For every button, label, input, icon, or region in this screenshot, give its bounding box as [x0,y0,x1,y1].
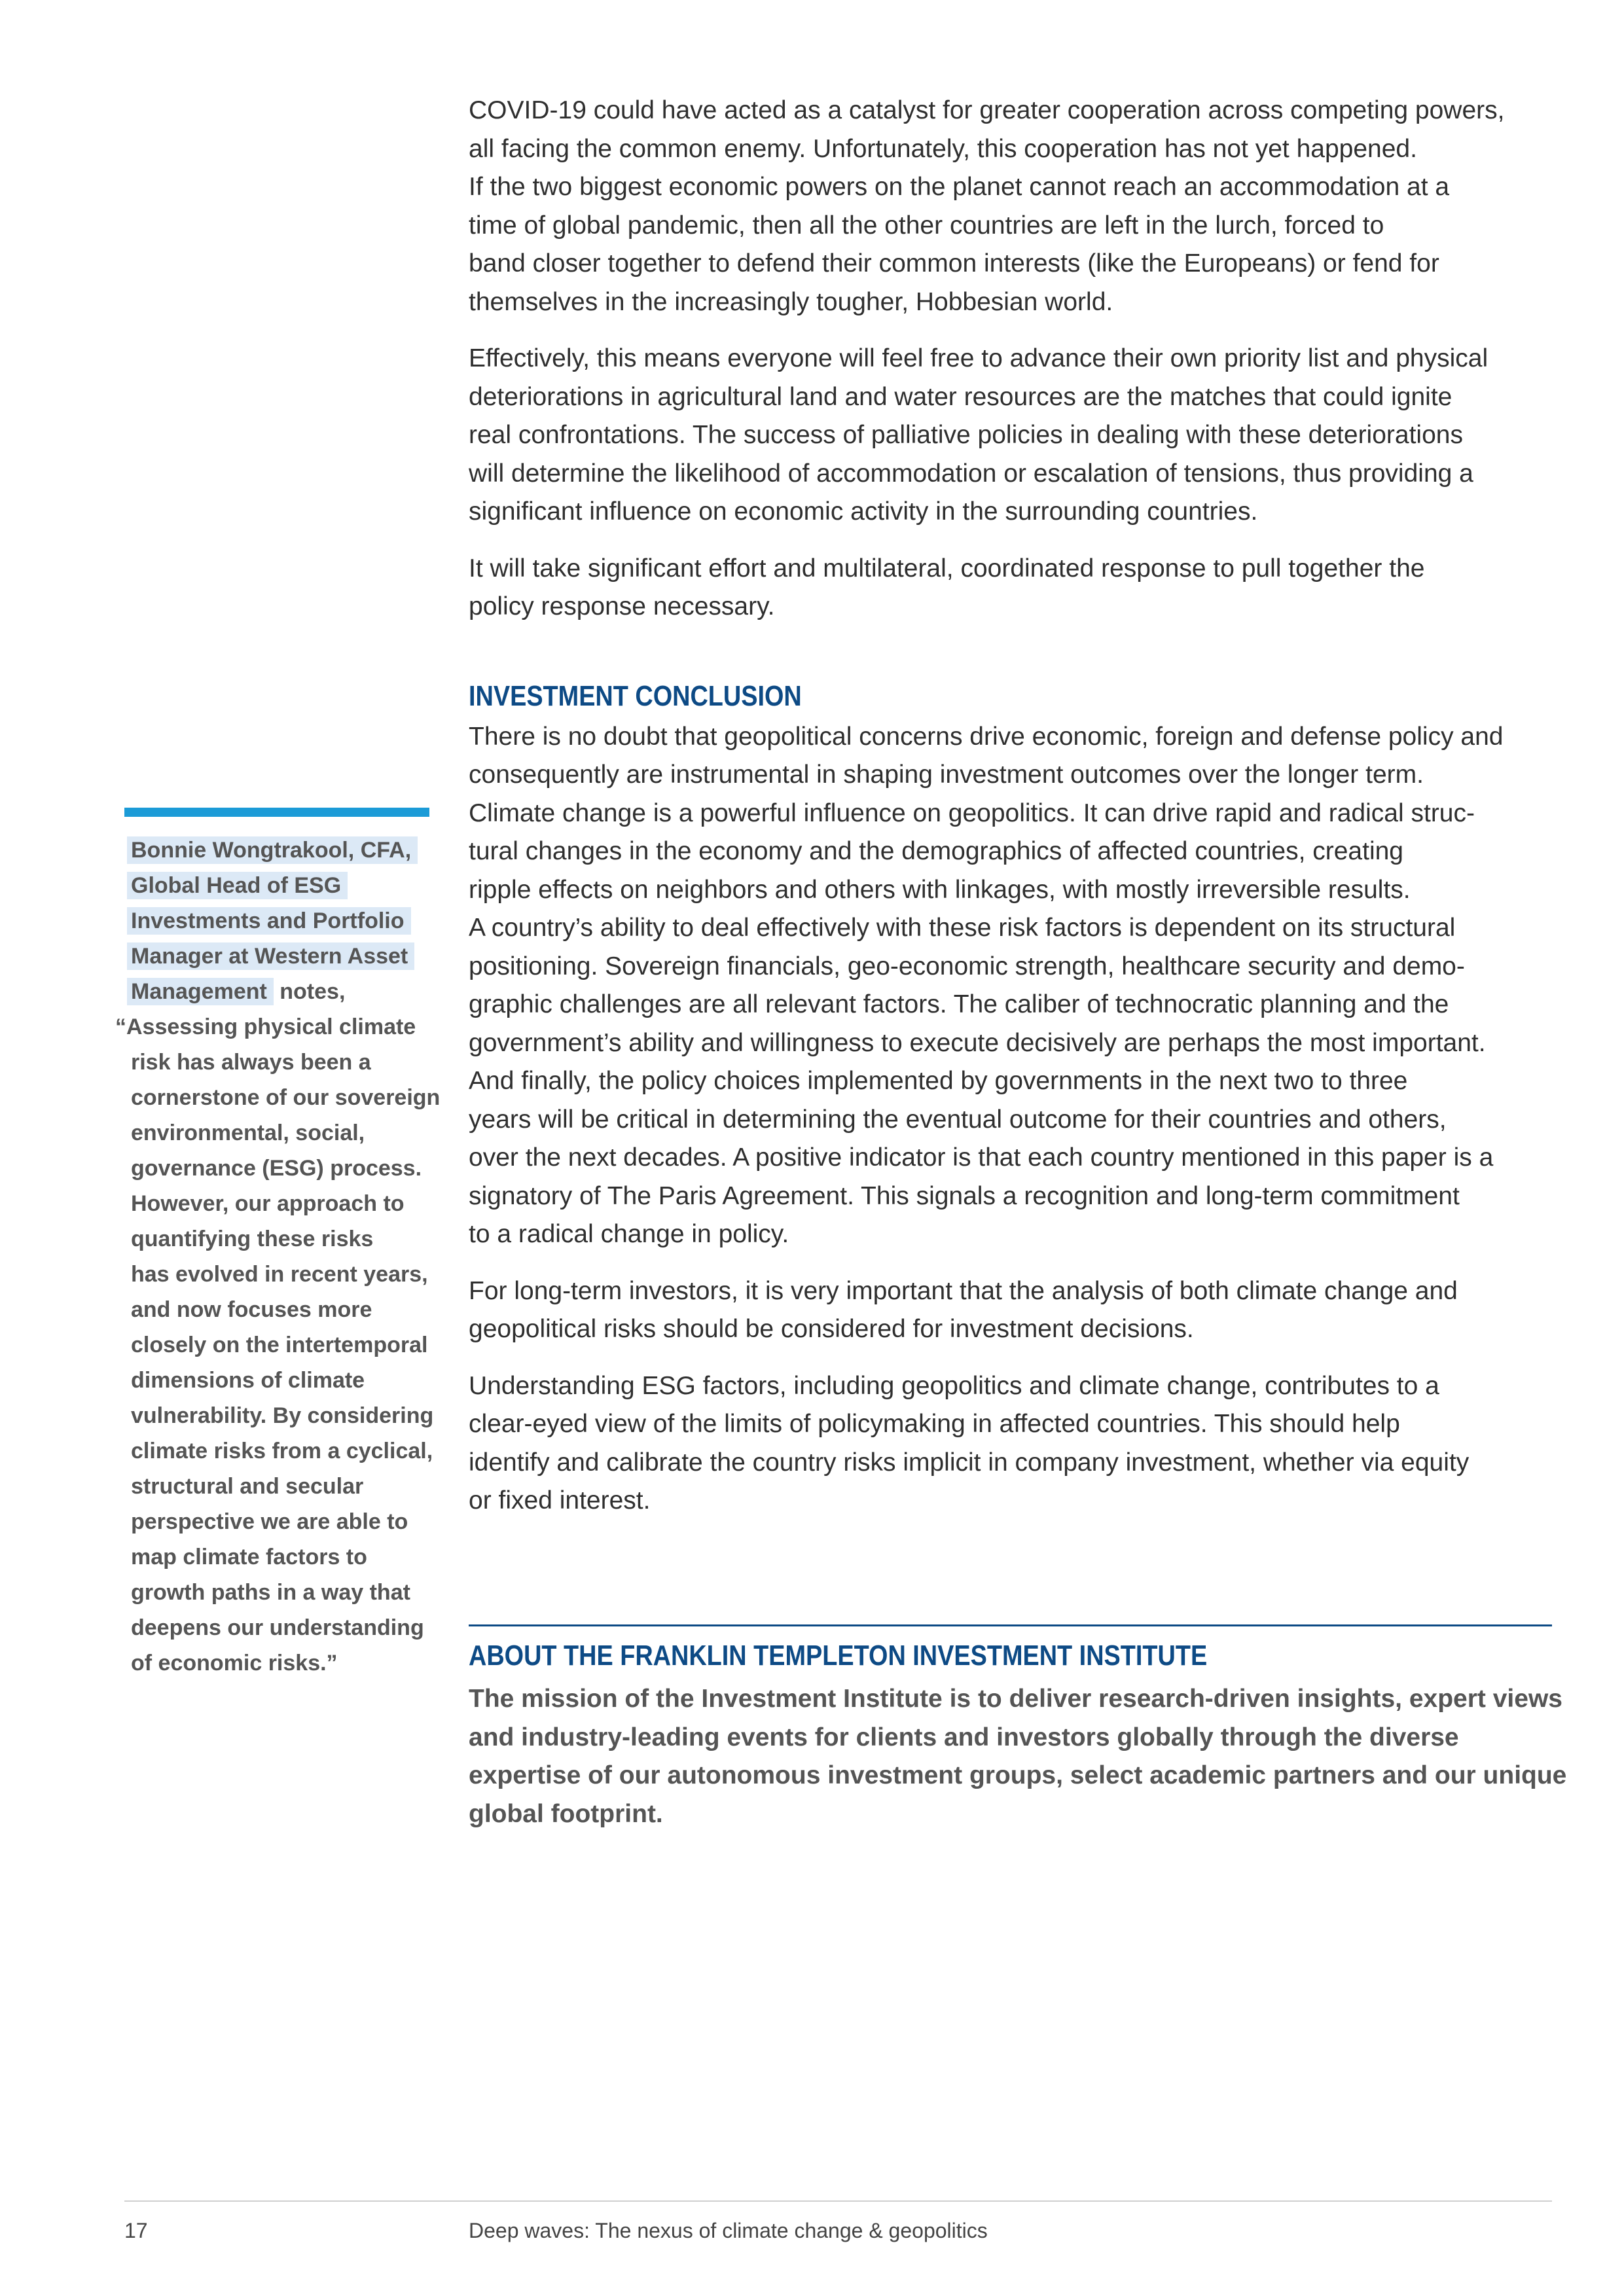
text-line: real confrontations. The success of palliative policies in dealing with these deteriorations [469,421,1463,449]
quote-line: governance (ESG) process. [131,1156,422,1181]
attribution-line: Management notes, [115,974,436,1009]
paragraph [469,550,1555,626]
text-line: all facing the common enemy. Unfortunately, this cooperation has not yet happened. [469,134,1417,163]
quote-line: climate risks from a cyclical, [131,1439,433,1463]
attribution-line: Bonnie Wongtrakool, CFA, [115,833,436,868]
text-line: expertise of our autonomous investment groups, select academic partners and our unique [469,1761,1567,1789]
text-line: positioning. Sovereign financials, geo-economic strength, healthcare security and demo- [469,952,1465,980]
paragraph [469,92,1555,321]
attribution-line: Global Head of ESG [115,868,436,903]
quote-line: and now focuses more [131,1297,372,1322]
text-line: There is no doubt that geopolitical concerns drive economic, foreign and defense policy and [469,722,1504,751]
footer-divider [124,2200,1552,2202]
section-heading: INVESTMENT CONCLUSION [469,679,802,712]
text-line: The mission of the Investment Institute is to deliver research-driven insights, expert views [469,1685,1562,1713]
intro-section [469,92,1555,626]
text-line: tural changes in the economy and the demographics of affected countries, creating [469,837,1403,865]
text-line: years will be critical in determining the eventual outcome for their countries and others, [469,1105,1447,1134]
text-line: It will take significant effort and multilateral, coordinated response to pull together the [469,554,1425,583]
text-line: And finally, the policy choices implemented by governments in the next two to three [469,1067,1408,1095]
text-line: or fixed interest. [469,1486,651,1515]
paragraph [469,1680,1567,1833]
text-line: COVID-19 could have acted as a catalyst for greater cooperation across competing powers, [469,96,1505,124]
section-heading: ABOUT THE FRANKLIN TEMPLETON INVESTMENT INSTITUTE [469,1640,1208,1672]
text-line: signatory of The Paris Agreement. This signals a recognition and long-term commitment [469,1181,1460,1210]
paragraph [469,1367,1555,1520]
text-line: and industry-leading events for clients and investors globally through the diverse [469,1723,1459,1751]
text-line: policy response necessary. [469,592,775,620]
text-line: identify and calibrate the country risks implicit in company investment, whether via equity [469,1448,1470,1477]
paragraph [469,340,1555,531]
quote-line: dimensions of climate [131,1368,365,1393]
text-line: to a radical change in policy. [469,1220,789,1248]
text-line: time of global pandemic, then all the other countries are left in the lurch, forced to [469,211,1384,240]
text-line: consequently are instrumental in shaping investment outcomes over the longer term. [469,761,1424,789]
quote-line: perspective we are able to [131,1509,408,1534]
text-line: band closer together to defend their common interests (like the Europeans) or fend for [469,249,1439,278]
quote-line: cornerstone of our sovereign [131,1085,441,1110]
page-number: 17 [124,2219,148,2242]
quote-line: growth paths in a way that [131,1580,410,1605]
main-column [469,92,1555,1539]
paragraph [469,718,1555,1254]
quote-line: vulnerability. By considering [131,1403,434,1428]
text-line: clear-eyed view of the limits of policymaking in affected countries. This should help [469,1410,1400,1438]
quote-line: structural and secular [131,1474,364,1499]
paragraph [469,1272,1555,1349]
quote-line: has evolved in recent years, [131,1262,428,1287]
sidebar-accent-bar [124,808,429,817]
attribution-line: Manager at Western Asset [115,939,436,974]
quote-line: environmental, social, [131,1121,365,1145]
investment-conclusion-section [469,677,1555,1520]
text-line: ripple effects on neighbors and others with linkages, with mostly irreversible results. [469,875,1411,904]
quote-line: risk has always been a [131,1050,371,1075]
about-section [469,1637,1567,1852]
quote-line: quantifying these risks [131,1227,374,1251]
text-line: significant influence on economic activity in the surrounding countries. [469,497,1258,526]
quote-line: deepens our understanding [131,1615,424,1640]
quote-line: “Assessing physical climate [115,1014,416,1039]
text-line: Climate change is a powerful influence on geopolitics. It can drive rapid and radical struc- [469,798,1475,827]
about-divider [469,1624,1552,1626]
text-line: A country’s ability to deal effectively with these risk factors is dependent on its structural [469,914,1456,942]
text-line: global footprint. [469,1799,663,1828]
text-line: themselves in the increasingly tougher, Hobbesian world. [469,287,1113,316]
text-line: government’s ability and willingness to execute decisively are perhaps the most important. [469,1028,1486,1057]
text-line: graphic challenges are all relevant factors. The caliber of technocratic planning and the [469,990,1449,1018]
text-line: will determine the likelihood of accommodation or escalation of tensions, thus providing a [469,459,1473,488]
attribution-line: Investments and Portfolio [115,903,436,939]
quote-line: map climate factors to [131,1545,367,1570]
text-line: geopolitical risks should be considered for investment decisions. [469,1315,1194,1343]
text-line: Understanding ESG factors, including geopolitics and climate change, contributes to a [469,1371,1439,1400]
footer-title: Deep waves: The nexus of climate change & geopolitics [469,2219,988,2242]
text-line: If the two biggest economic powers on the planet cannot reach an accommodation at a [469,173,1450,201]
quote-line: closely on the intertemporal [131,1333,428,1357]
quote-line: of economic risks.” [131,1651,338,1676]
text-line: For long-term investors, it is very important that the analysis of both climate change and [469,1276,1458,1305]
sidebar-quote [115,833,441,1681]
text-line: over the next decades. A positive indicator is that each country mentioned in this paper is a [469,1143,1494,1172]
text-line: Effectively, this means everyone will feel free to advance their own priority list and physical [469,344,1489,372]
quote-line: However, our approach to [131,1191,405,1216]
text-line: deteriorations in agricultural land and water resources are the matches that could ignite [469,382,1453,411]
